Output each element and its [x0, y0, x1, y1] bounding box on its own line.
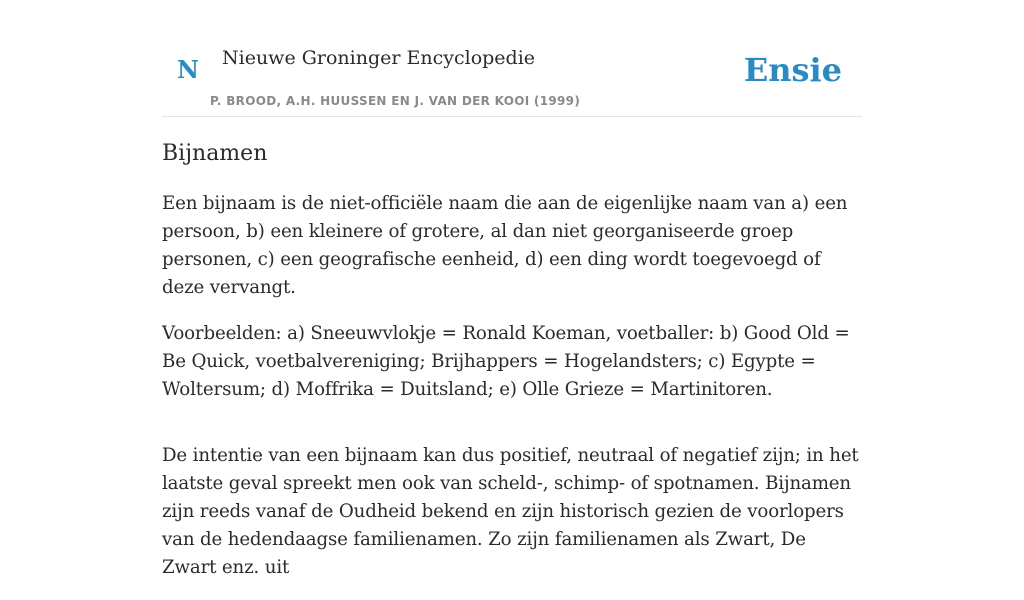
entry-paragraph-intent: De intentie van een bijnaam kan dus positief, neutraal of negatief zijn; in het laatste geval spreekt men ook van scheld-, schimp- of spotnamen. Bijnamen zijn reeds vanaf de Oudheid bekend en zijn historisch gezien de voorlopers van de hedendaagse familienamen. Zo zijn familienamen als Zwart, De Zwart enz. uit — [162, 445, 859, 578]
ensie-logo[interactable]: Ensie — [743, 51, 842, 89]
entry-content — [162, 138, 862, 600]
entry-title: Bijnamen — [162, 141, 268, 166]
entry-paragraph-examples: Voorbeelden: a) Sneeuwvlokje = Ronald Koeman, voetballer: b) Good Old = Be Quick, voetbalvereniging; Brijhappers = Hogelandsters; c) Egypte = Woltersum; d) Moffrika = Duitsland; e) Olle Grieze = Martinitoren. — [162, 323, 850, 400]
book-title-link[interactable]: Nieuwe Groninger Encyclopedie — [222, 47, 536, 69]
entry-paragraph-definition: Een bijnaam is de niet-officiële naam die aan de eigenlijke naam van a) een persoon, b) een kleinere of grotere, al dan niet georganiseerde groep personen, c) een geografische eenheid, d) een ding wordt toegevoegd of deze vervangt. — [162, 193, 848, 298]
book-header — [162, 0, 862, 117]
book-logo-icon[interactable]: N — [177, 55, 199, 84]
book-authors: P. BROOD, A.H. HUUSSEN EN J. VAN DER KOOI (1999) — [210, 94, 581, 108]
